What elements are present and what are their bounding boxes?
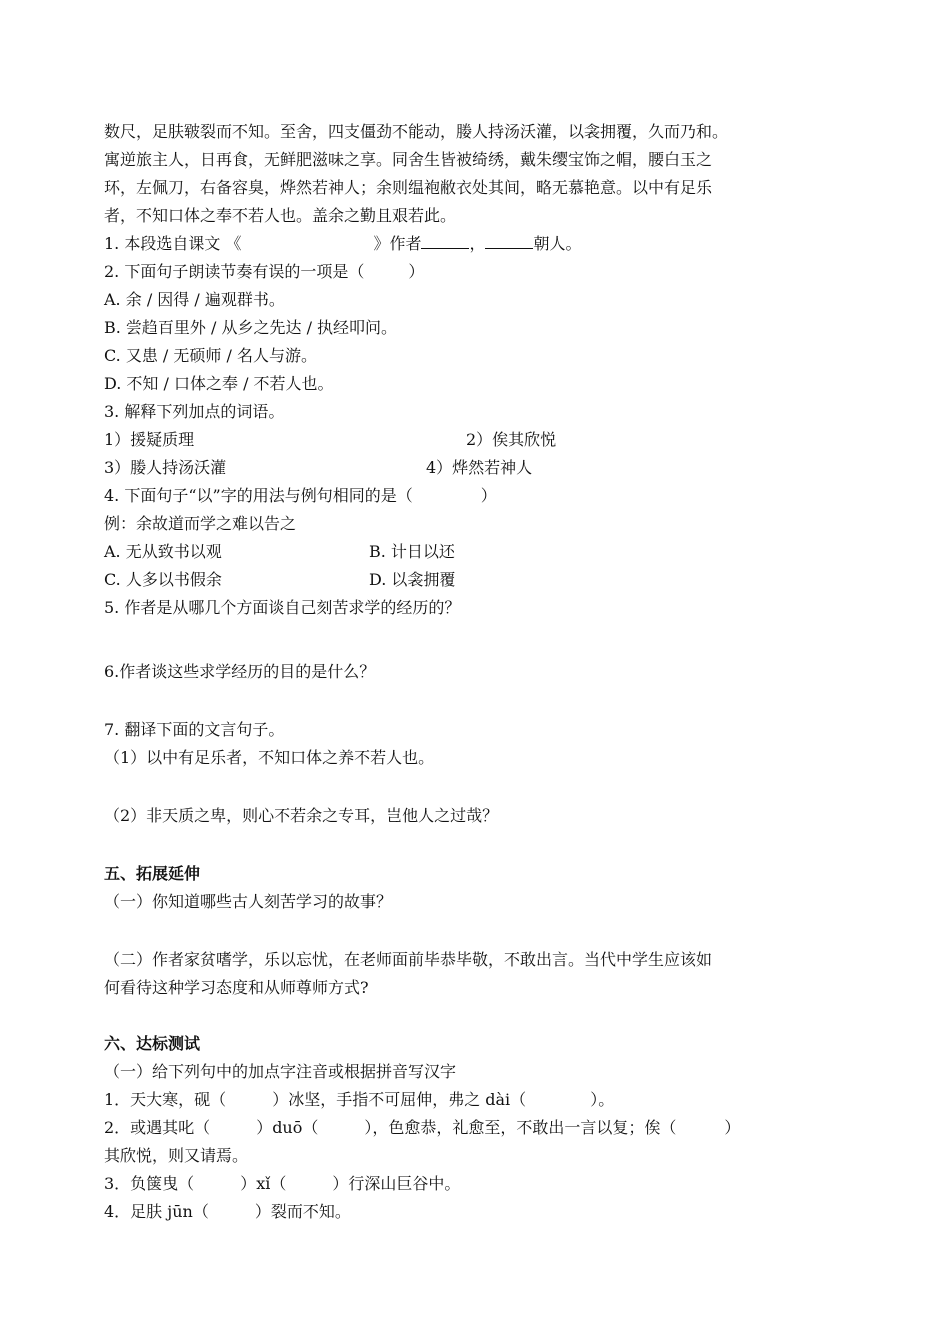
s6-l1-part: ）。 (590, 1090, 615, 1109)
q7-item-1: （1）以中有足乐者，不知口体之养不若人也。 (104, 748, 435, 767)
q3-item-2: 2）俟其欣悦 (466, 430, 557, 449)
section-5-title: 五、拓展延伸 (104, 864, 201, 883)
q2-option-c: C. 又患 / 无硕师 / 名人与游。 (104, 346, 317, 365)
q1-text-c: ， (469, 234, 486, 253)
q4-option-c: C. 人多以书假余 (104, 570, 222, 589)
q4-option-b: B. 计日以还 (369, 542, 455, 561)
section-5-q2-line: 何看待这种学习态度和从师尊师方式? (104, 978, 369, 997)
q3-item-1: 1）援疑质理 (104, 430, 195, 449)
passage-line: 寓逆旅主人，日再食，无鲜肥滋味之享。同舍生皆被绮绣，戴朱缨宝饰之帽，腰白玉之 (104, 150, 713, 169)
s6-l3-part: ）行深山巨谷中。 (332, 1174, 461, 1193)
q3-row-2 (104, 454, 844, 482)
section-5-q1: （一）你知道哪些古人刻苦学习的故事？ (104, 892, 393, 911)
q4-row-2 (104, 566, 844, 594)
q4-option-d: D. 以衾拥覆 (369, 570, 456, 589)
s6-l2-part: ）duō（ (256, 1118, 319, 1137)
passage-line: 数尺，足肤皲裂而不知。至舍，四支僵劲不能动，媵人持汤沃灌，以衾拥覆，久而乃和。 (104, 122, 729, 141)
section-6-item-2 (104, 1114, 740, 1142)
question-2 (104, 258, 424, 286)
section-6-item-2-cont: 其欣悦，则又请焉。 (104, 1146, 249, 1165)
q7-item-2: （2）非天质之卑，则心不若余之专耳，岂他人之过哉？ (104, 806, 499, 825)
s6-l2-part: 2．或遇其叱（ (104, 1118, 211, 1137)
q1-author-blank (421, 230, 469, 249)
q1-text-b: 》作者 (373, 234, 422, 253)
q2-option-d: D. 不知 / 口体之奉 / 不若人也。 (104, 374, 334, 393)
s6-l2-part: ） (724, 1118, 741, 1137)
q1-text-d: 朝人。 (533, 234, 582, 253)
q2-option-b: B. 尝趋百里外 / 从乡之先达 / 执经叩问。 (104, 318, 398, 337)
section-6-subtitle: （一）给下列句中的加点字注音或根据拼音写汉字 (104, 1062, 457, 1081)
q4-close: ） (480, 486, 497, 505)
question-4 (104, 482, 497, 510)
section-6-item-4 (104, 1198, 351, 1226)
s6-l4-part: 4．足肤 jūn（ (104, 1202, 209, 1221)
question-5: 5. 作者是从哪几个方面谈自己刻苦求学的经历的？ (104, 598, 461, 617)
q2-close: ） (408, 262, 425, 281)
q3-item-4: 4）烨然若神人 (426, 458, 533, 477)
section-6-item-1 (104, 1086, 614, 1114)
s6-l1-part: 1．天大寒，砚（ (104, 1090, 227, 1109)
s6-l1-part: ）冰坚，手指不可屈伸，弗之 dài（ (272, 1090, 527, 1109)
question-3: 3. 解释下列加点的词语。 (104, 402, 285, 421)
question-6: 6.作者谈这些求学经历的目的是什么？ (104, 662, 376, 681)
section-6-item-3 (104, 1170, 460, 1198)
s6-l2-part: ），色愈恭，礼愈至，不敢出一言以复；俟（ (364, 1118, 677, 1137)
section-6-title: 六、达标测试 (104, 1034, 201, 1053)
q4-stem: 4. 下面句子“以”字的用法与例句相同的是（ (104, 486, 413, 505)
q4-row-1 (104, 538, 844, 566)
q2-stem: 2. 下面句子朗读节奏有误的一项是（ (104, 262, 365, 281)
question-7: 7. 翻译下面的文言句子。 (104, 720, 285, 739)
q3-row-1 (104, 426, 844, 454)
question-1 (104, 230, 582, 258)
q4-example: 例：余故道而学之难以告之 (104, 514, 297, 533)
s6-l3-part: 3．负箧曳（ (104, 1174, 195, 1193)
passage-line: 者，不知口体之奉不若人也。盖余之勤且艰若此。 (104, 206, 457, 225)
q4-option-a: A. 无从致书以观 (104, 542, 222, 561)
s6-l4-part: ）裂而不知。 (254, 1202, 351, 1221)
section-5-q2-line: （二）作者家贫嗜学，乐以忘忧，在老师面前毕恭毕敬，不敢出言。当代中学生应该如 (104, 950, 713, 969)
q2-option-a: A. 余 / 因得 / 遍观群书。 (104, 290, 285, 309)
q3-item-3: 3）媵人持汤沃灌 (104, 458, 227, 477)
q1-text-a: 1. 本段选自课文 《 (104, 234, 242, 253)
passage-line: 环，左佩刀，右备容臭，烨然若神人；余则缊袍敝衣处其间，略无慕艳意。以中有足乐 (104, 178, 713, 197)
q1-dynasty-blank (485, 230, 533, 249)
s6-l3-part: ）xǐ（ (240, 1174, 287, 1193)
